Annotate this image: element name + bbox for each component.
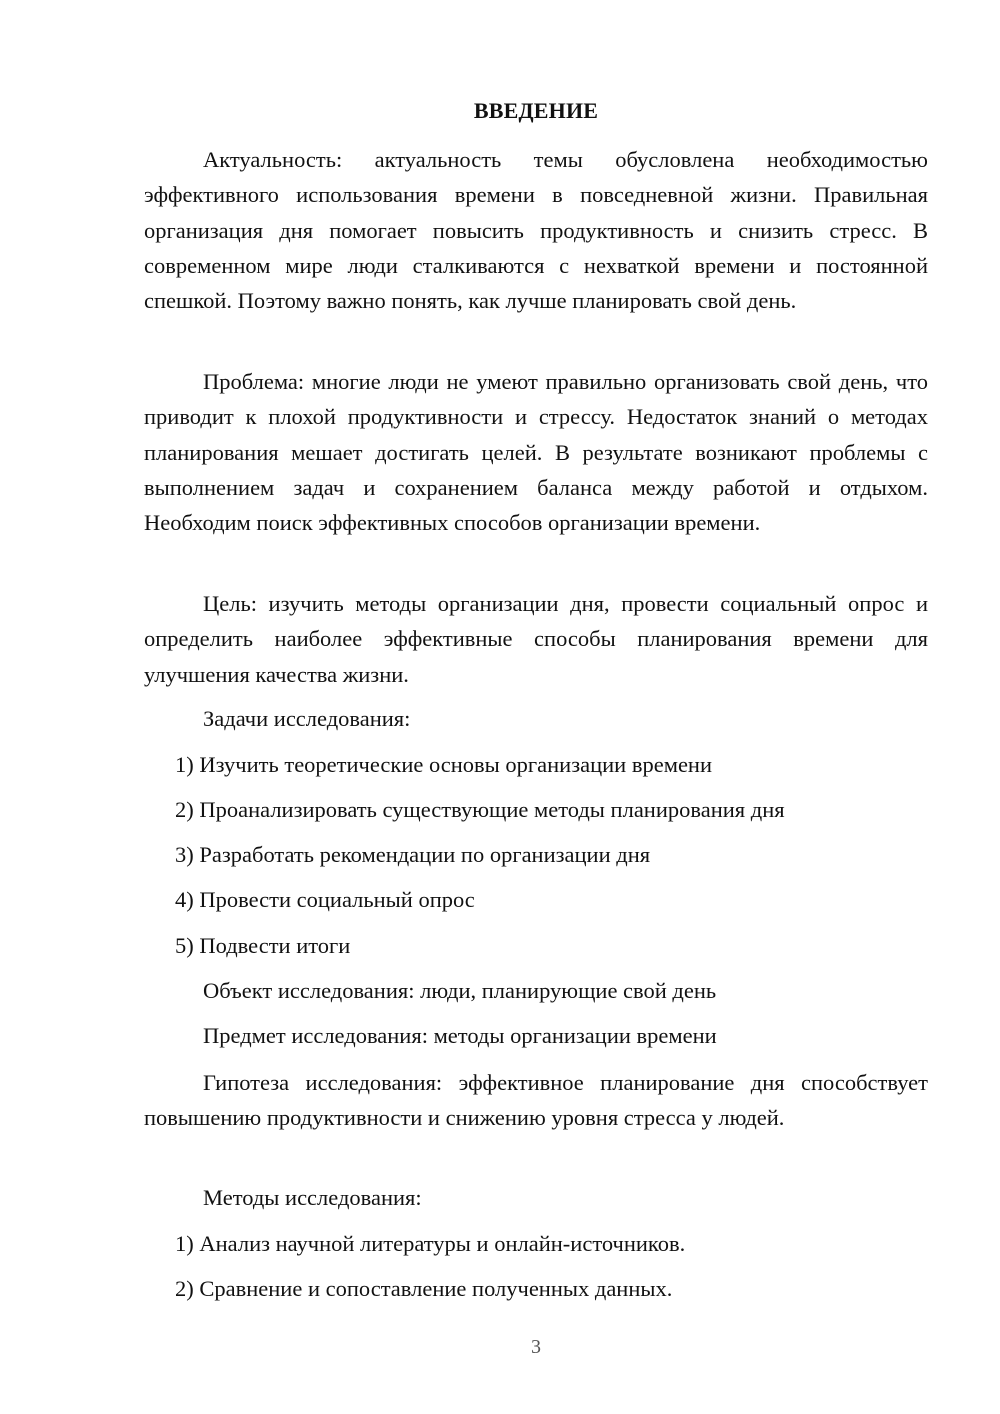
goal-paragraph: Цель: изучить методы организации дня, провести социальный опрос и определить наиболее эффективные способы планирования времени для улучшения качества жизни. (144, 591, 928, 687)
tasks-label: Задачи исследования: (203, 706, 411, 731)
method-item: 2) Сравнение и сопоставление полученных данных. (175, 1276, 673, 1301)
task-item: 3) Разработать рекомендации по организации дня (175, 842, 651, 867)
task-item: 1) Изучить теоретические основы организации времени (175, 752, 713, 777)
research-subject: Предмет исследования: методы организации времени (203, 1023, 717, 1048)
task-item: 4) Провести социальный опрос (175, 887, 475, 912)
methods-label: Методы исследования: (203, 1185, 422, 1210)
research-object: Объект исследования: люди, планирующие свой день (203, 978, 717, 1003)
relevance-paragraph: Актуальность: актуальность темы обусловлена необходимостью эффективного использования времени в повседневной жизни. Правильная организация дня помогает повысить продуктивность и снизить стресс. В современном мире люди сталкиваются с нехваткой времени и постоянной спешкой. Поэтому важно понять, как лучше планировать свой день. (144, 147, 928, 314)
method-item: 1) Анализ научной литературы и онлайн-источников. (175, 1231, 686, 1256)
task-item: 2) Проанализировать существующие методы планирования дня (175, 797, 785, 822)
page-title: ВВЕДЕНИЕ (473, 98, 599, 123)
page-number: 3 (531, 1336, 541, 1358)
problem-paragraph: Проблема: многие люди не умеют правильно организовать свой день, что приводит к плохой продуктивности и стрессу. Недостаток знаний о методах планирования мешает достигать целей. В результате возникают проблемы с выполнением задач и сохранением баланса между работой и отдыхом. Необходим поиск эффективных способов организации времени. (144, 369, 928, 536)
hypothesis-paragraph: Гипотеза исследования: эффективное планирование дня способствует повышению продуктивности и снижению уровня стресса у людей. (144, 1070, 928, 1131)
task-item: 5) Подвести итоги (175, 933, 351, 958)
